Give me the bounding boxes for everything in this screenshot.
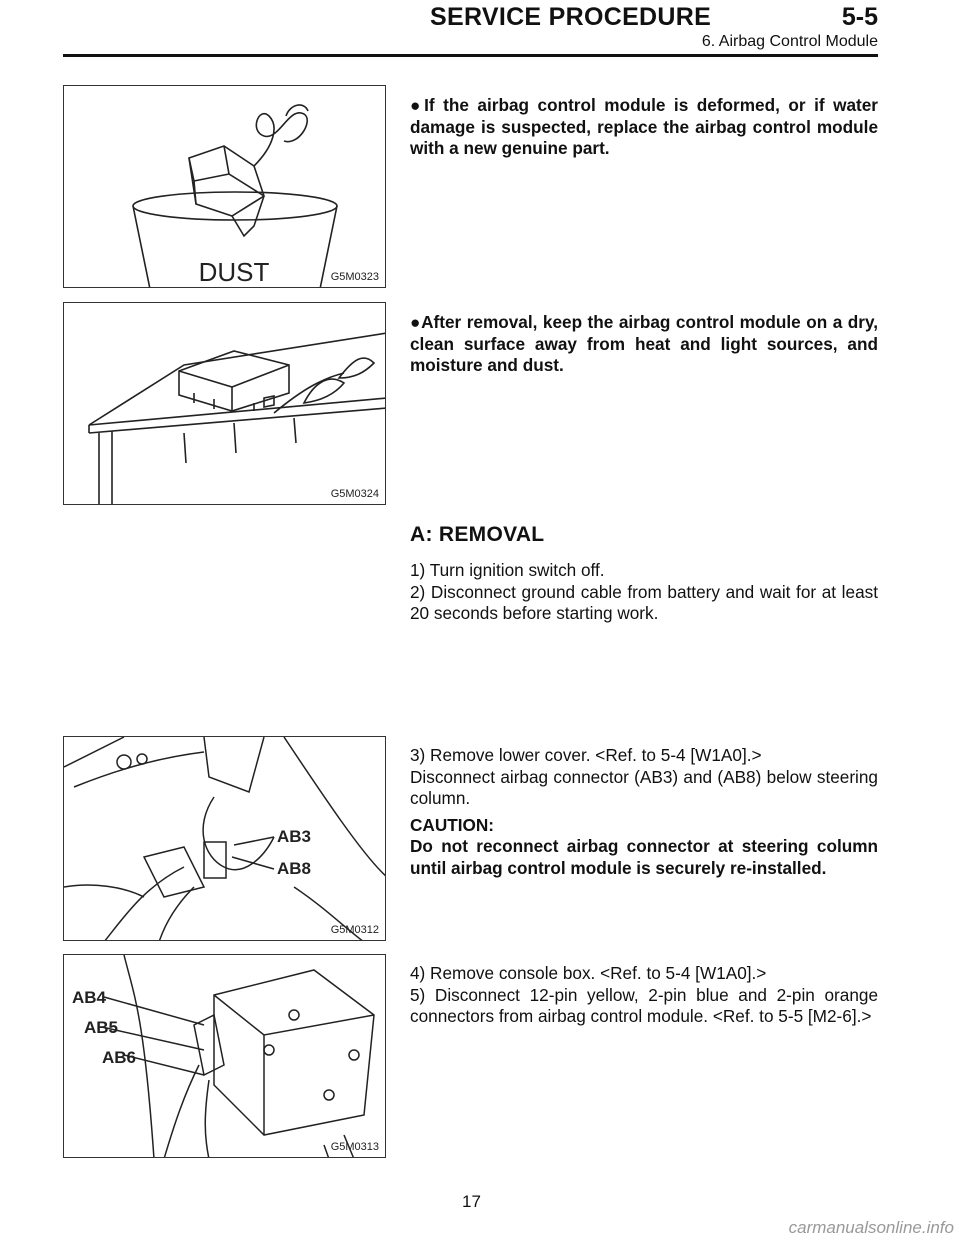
- header-rule: [63, 54, 878, 57]
- figure-steering-connectors: [63, 736, 386, 941]
- caution-label: CAUTION:: [410, 814, 495, 835]
- dust-bin-illustration: [64, 86, 386, 288]
- bullet-storage: [410, 312, 878, 377]
- figure-dust-bin: [63, 85, 386, 288]
- steps-4-5: [410, 963, 878, 1028]
- page-number: 17: [462, 1192, 481, 1211]
- header-subtitle: 6. Airbag Control Module: [701, 33, 878, 50]
- step-1: 1) Turn ignition switch off.: [410, 560, 605, 580]
- figure-table: [63, 302, 386, 505]
- watermark: carmanualsonline.info: [788, 1218, 954, 1237]
- callout-ab6: AB6: [102, 1048, 137, 1067]
- step-4: 4) Remove console box. <Ref. to 5-4 [W1A0].>: [410, 963, 767, 983]
- header-title: SERVICE PROCEDURE: [430, 3, 712, 31]
- bullet-deformed: [410, 95, 878, 160]
- steering-illustration: [64, 737, 386, 941]
- table-illustration: [64, 303, 386, 505]
- steps-1-2: [410, 560, 878, 625]
- step-5: 5) Disconnect 12-pin yellow, 2-pin blue and 2-pin orange connectors from airbag control module. <Ref. to 5-5 [M2-6].>: [410, 984, 878, 1026]
- section-number: 5-5: [841, 3, 878, 31]
- callout-ab4: AB4: [72, 988, 107, 1007]
- figure-label: G5M0313: [330, 1141, 379, 1153]
- callout-ab5: AB5: [84, 1018, 119, 1037]
- figure-module-connectors: [63, 954, 386, 1158]
- dust-label: DUST: [198, 257, 270, 287]
- bullet-icon: ●: [410, 95, 425, 115]
- module-illustration: [64, 955, 386, 1158]
- bullet-text: After removal, keep the airbag control module on a dry, clean surface away from heat and light sources, and moisture and dust.: [410, 312, 878, 375]
- section-heading: A: REMOVAL: [410, 523, 545, 546]
- step-2: 2) Disconnect ground cable from battery and wait for at least 20 seconds before starting work.: [410, 581, 878, 623]
- step-3-block: [410, 745, 878, 879]
- step-3: 3) Remove lower cover. <Ref. to 5-4 [W1A0].>: [410, 745, 762, 765]
- figure-label: G5M0323: [330, 271, 379, 283]
- step-3b: Disconnect airbag connector (AB3) and (AB8) below steering column.: [410, 766, 878, 808]
- callout-ab3: AB3: [277, 827, 312, 846]
- bullet-text: If the airbag control module is deformed, or if water damage is suspected, replace the airbag control module with a new genuine part.: [410, 95, 878, 158]
- figure-label: G5M0324: [330, 488, 379, 500]
- bullet-icon: ●: [410, 312, 422, 332]
- callout-ab8: AB8: [277, 859, 312, 878]
- figure-label: G5M0312: [330, 924, 379, 936]
- caution-text: Do not reconnect airbag connector at steering column until airbag control module is securely re-installed.: [410, 836, 878, 878]
